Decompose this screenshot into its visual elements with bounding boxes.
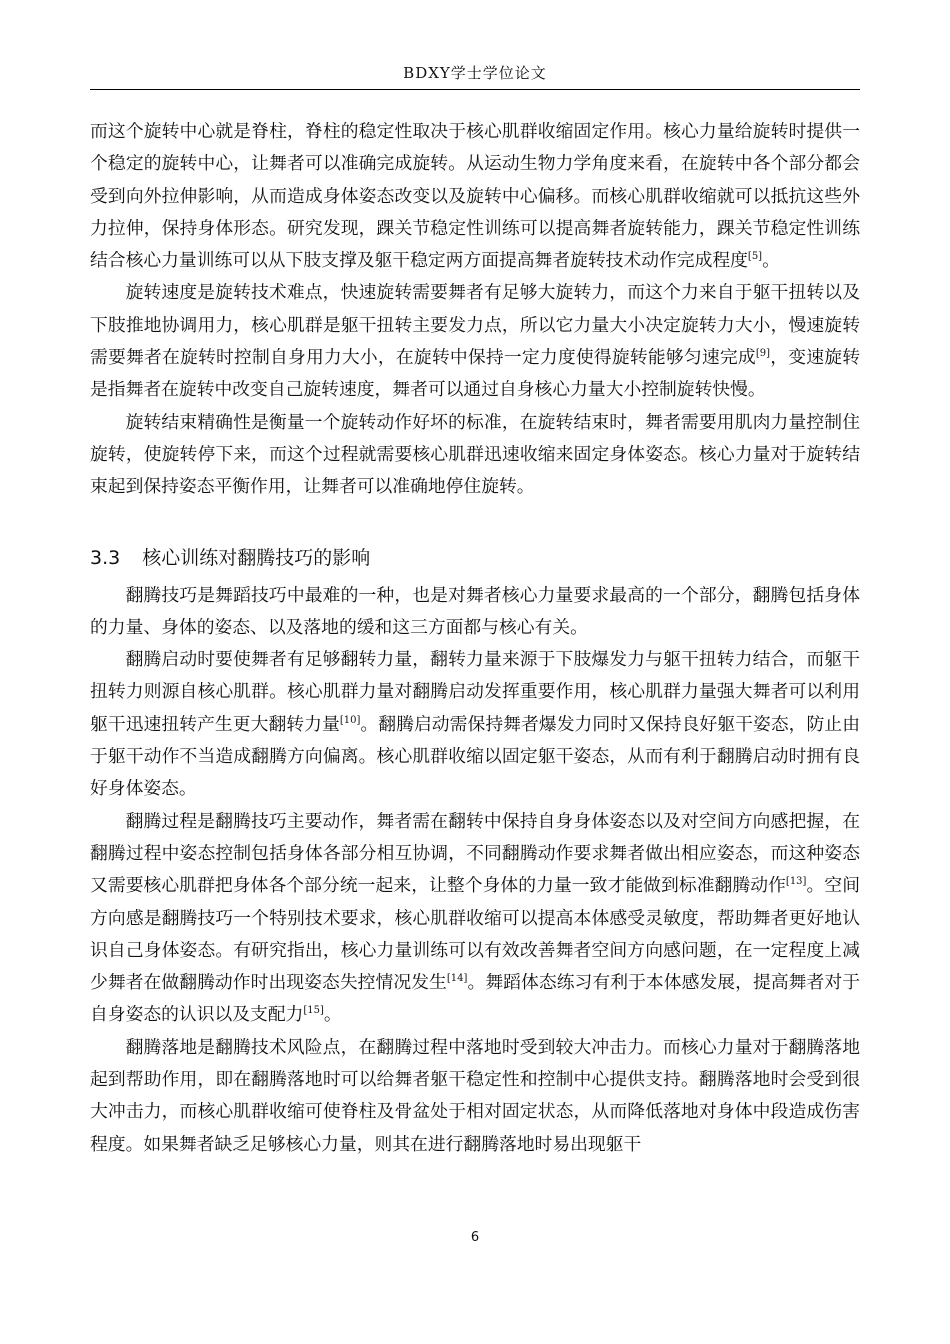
- body-paragraph: [90, 644, 860, 805]
- body-paragraph: [90, 277, 860, 406]
- section-heading: [90, 542, 860, 574]
- header-rule: [90, 89, 860, 90]
- paragraph-text: 翻腾启动时要使舞者有足够翻转力量，翻转力量来源于下肢爆发力与躯干扭转力结合，而躯干扭转力则源自核心肌群。核心肌群力量对翻腾启动发挥重要作用，核心肌群力量强大舞者可以利用躯干迅速扭转产生更大翻转力量: [90, 649, 860, 735]
- citation-reference: [10]: [339, 714, 361, 726]
- citation-reference: [15]: [303, 1005, 324, 1017]
- section-title: 核心训练对翻腾技巧的影响: [142, 546, 371, 569]
- paragraph-text: 而这个旋转中心就是脊柱，脊柱的稳定性取决于核心肌群收缩固定作用。核心力量给旋转时提供一个稳定的旋转中心，让舞者可以准确完成旋转。从运动生物力学角度来看，在旋转中各个部分都会受到向外拉伸影响，从而造成身体姿态改变以及旋转中心偏移。而核心肌群收缩就可以抵抗这些外力拉伸，保持身体形态。研究发现，踝关节稳定性训练可以提高舞者旋转能力，踝关节稳定性训练结合核心力量训练可以从下肢支撑及躯干稳定两方面提高舞者旋转技术动作完成程度: [90, 121, 860, 272]
- citation-reference: [9]: [755, 348, 770, 360]
- document-body: [90, 116, 860, 1161]
- running-header: BDXY学士学位论文: [403, 64, 547, 82]
- page-number: 6: [470, 1230, 480, 1245]
- paragraph-text: 。舞蹈体态练习有利于本体感发展，提高舞者对于自身姿态的认识以及支配力: [90, 972, 860, 1026]
- paragraph-text: 翻腾过程是翻腾技巧主要动作，舞者需在翻转中保持自身身体姿态以及对空间方向感把握，在翻腾过程中姿态控制包括身体各部分相互协调，不同翻腾动作要求舞者做出相应姿态，而这种姿态又需要核心肌群把身体各个部分统一起来，让整个身体的力量一致才能做到标准翻腾动作: [90, 810, 860, 897]
- paragraph-text: 。翻腾启动需保持舞者爆发力同时又保持良好躯干姿态，防止由于躯干动作不当造成翻腾方向偏离。核心肌群收缩以固定躯干姿态，从而有利于翻腾启动时拥有良好身体姿态。: [90, 713, 860, 800]
- section-number: 3.3: [90, 546, 121, 569]
- body-paragraph: [90, 116, 860, 277]
- paragraph-text: 翻腾落地是翻腾技术风险点，在翻腾过程中落地时受到较大冲击力。而核心力量对于翻腾落地起到帮助作用，即在翻腾落地时可以给舞者躯干稳定性和控制中心提供支持。翻腾落地时会受到很大冲击力，而核心肌群收缩可使脊柱及骨盆处于相对固定状态，从而降低落地对身体中段造成伤害程度。如果舞者缺乏足够核心力量，则其在进行翻腾落地时易出现躯干: [90, 1036, 860, 1155]
- body-paragraph: [90, 407, 860, 504]
- paragraph-text: 。: [762, 250, 780, 272]
- body-paragraph: [90, 806, 860, 1032]
- body-paragraphs-before-heading: [90, 116, 860, 504]
- paragraph-text: ，变速旋转是指舞者在旋转中改变自己旋转速度，舞者可以通过自身核心力量大小控制旋转快慢。: [90, 347, 860, 401]
- paragraph-text: 旋转结束精确性是衡量一个旋转动作好坏的标准，在旋转结束时，舞者需要用肌肉力量控制住旋转，使旋转停下来，而这个过程就需要核心肌群迅速收缩来固定身体姿态。核心力量对于旋转结束起到保持姿态平衡作用，让舞者可以准确地停住旋转。: [90, 411, 860, 498]
- paragraph-text: 翻腾技巧是舞蹈技巧中最难的一种，也是对舞者核心力量要求最高的一个部分，翻腾包括身体的力量、身体的姿态、以及落地的缓和这三方面都与核心有关。: [90, 584, 860, 638]
- body-paragraphs-after-heading: [90, 580, 860, 1161]
- body-paragraph: [90, 580, 860, 645]
- citation-reference: [13]: [785, 876, 807, 888]
- citation-reference: [5]: [747, 251, 763, 263]
- paragraph-text: 。: [323, 1004, 342, 1026]
- citation-reference: [14]: [446, 973, 468, 985]
- paragraph-text: 。空间方向感是翻腾技巧一个特别技术要求，核心肌群收缩可以提高本体感受灵敏度，帮助舞者更好地认识自己身体姿态。有研究指出，核心力量训练可以有效改善舞者空间方向感问题，在一定程度上减少舞者在做翻腾动作时出现姿态失控情况发生: [90, 875, 860, 994]
- body-paragraph: [90, 1032, 860, 1161]
- paragraph-text: 旋转速度是旋转技术难点，快速旋转需要舞者有足够大旋转力，而这个力来自于躯干扭转以及下肢推地协调用力，核心肌群是躯干扭转主要发力点，所以它力量大小决定旋转力大小，慢速旋转需要舞者在旋转时控制自身用力大小，在旋转中保持一定力度使得旋转能够匀速完成: [90, 282, 860, 369]
